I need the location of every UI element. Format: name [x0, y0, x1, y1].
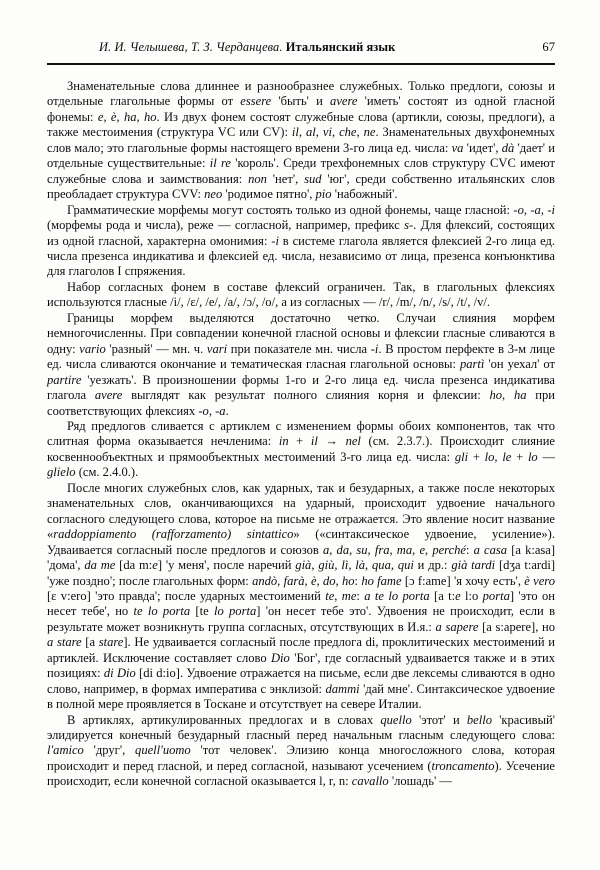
paragraph-2: Грамматические морфемы могут состоять только из одной фонемы, чаще гласной: -o, -a, -i (морфемы рода и числа), реже — согласной, например, префикс s-. Для флексий, состоящих из одной гласной, характерна омонимия: -i в системе глагола является флексией 2-го лица ед. числа презенса индикатива и флексией ед. числа, независимо от лица, презенса конъюнктива для глаголов I спряжения. [47, 202, 555, 279]
paragraph-4: Границы морфем выделяются достаточно четко. Случаи слияния морфем немногочисленны. При совпадении конечной гласной основы и флексии гласные сливаются в одну: vario 'разный' — мн. ч. vari при показателе мн. числа -i. В простом перфекте в 3-м лице ед. числа сливаются окончание и тематическая гласная глагольной основы: partì 'он уехал' от partire 'уезжать'. В произношении формы 1-го и 2-го лица ед. числа презенса индикатива глагола avere выглядят как результат полного слияния корня и флексии: ho, ha при соответствующих флексиях -o, -a. [47, 310, 555, 418]
paragraph-7: В артиклях, артикулированных предлогах и в словах quello 'этот' и bello 'красивый' элидируется конечный безударный гласный перед начальным гласным следующего слова: l'amico 'друг', quell'uomo 'тот человек'. Элизию конца многосложного слова, которая происходит и перед гласной, и перед согласной, называют усечением (troncamento). Усечение происходит, если конечной согласной оказывается l, r, n: cavallo 'лошадь' — [47, 712, 556, 789]
paragraph-6: После многих служебных слов, как ударных, так и безударных, а также после некоторых знаменательных слов, оканчивающихся на ударный, происходит удвоение начального согласного следующего слова, которое на письме не отражается. Это явление носит название «raddoppiamento (rafforzamento) sintattico» («синтаксическое удвоение, усиление»). Удваивается согласный после предлогов и союзов a, da, su, fra, ma, e, perché: a casa [a k:asa] 'дома', da me [da m:e] 'у меня', после наречий già, giù, lì, là, qua, qui и др.: già tardi [dʒa t:ardi] 'уже поздно'; после глагольных форм: andò, farà, è, do, ho: ho fame [ɔ f:ame] 'я хочу есть', è vero [ɛ v:ero] 'это правда'; после ударных местоимений te, me: a te lo porta [a t:e l:o porta] 'это он несет тебе', но te lo porta [te lo porta] 'он несет тебе это'. Удвоения не происходит, если в результате может возникнуть группа согласных, отсутствующих в И.я.: a sapere [a s:apere], но a stare [a stare]. Не удваивается согласный после предлога di, проклитических местоимений и артиклей. Исключение составляет слово Dio 'Бог', где согласный удваивается также и в этих позициях: di Dio [di d:io]. Удвоение отражается на письме, если две лексемы сливаются в одно слово, например, в формах императива с энклизой: dammi 'дай мне'. Синтаксическое удвоение в полной мере проявляется в Тоскане и отсутствует на севере Италии. [47, 480, 556, 712]
page-number: 67 [542, 40, 555, 54]
running-head-authors: И. И. Челышева, Т. З. Черданцева. [99, 40, 283, 54]
paragraph-1: Знаменательные слова длиннее и разнообразнее служебных. Только предлоги, союзы и отдельные глагольные формы от essere 'быть' и avere 'иметь' состоят из одной гласной фонемы: e, è, ha, ho. Из двух фонем состоят служебные слова (артикли, союзы, предлоги), а также местоимения (структура VC или CV): il, al, vi, che, ne. Знаменательных двухфонемных слов мало; это глагольные формы настоящего времени 3-го лица ед. числа: va 'идет', dà 'дает' и отдельные существительные: il re 'король'. Среди трехфонемных слов структуру CVC имеют служебные слова и заимствования: non 'нет', sud 'юг', среди собственно итальянских слов преобладает структура CVV: neo 'родимое пятно', pio 'набожный'. [47, 79, 556, 202]
header-rule [47, 63, 555, 65]
running-head-title [99, 40, 395, 55]
paragraph-3: Набор согласных фонем в составе флексий ограничен. Так, в глагольных флексиях используются гласные /i/, /ɛ/, /e/, /a/, /ɔ/, /o/, а из согласных — /r/, /m/, /n/, /s/, /t/, /v/. [47, 279, 555, 310]
running-head-book-title: Итальянский язык [285, 40, 396, 54]
running-head [47, 40, 555, 62]
paragraph-5: Ряд предлогов сливается с артиклем с изменением формы обоих компонентов, так что слитная форма оказывается нечленима: in + il → nel (см. 2.3.7.). Происходит слияние косвеннообъектных и прямообъектных местоимений 3-го лица ед. числа: gli + lo, le + lo — glielo (см. 2.4.0.). [47, 418, 555, 480]
body-text-column [47, 79, 555, 790]
